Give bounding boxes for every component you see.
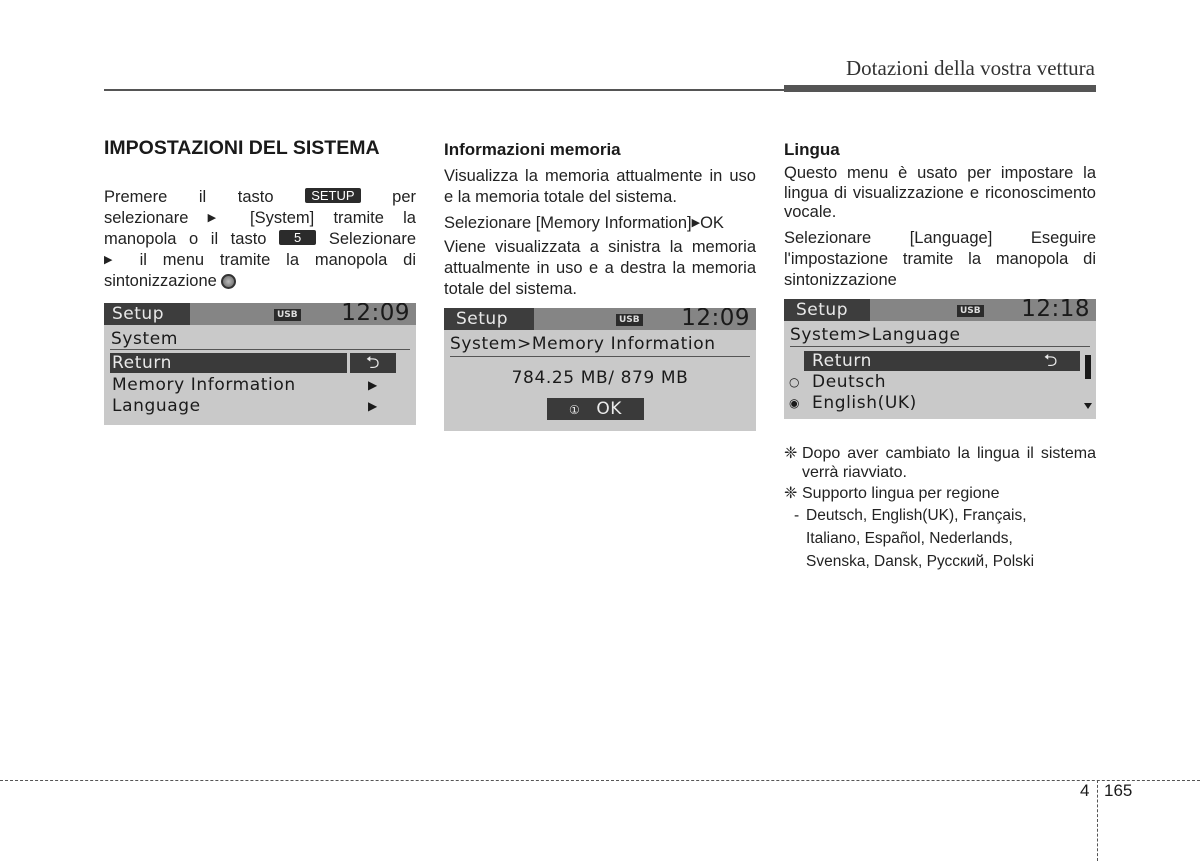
usb-icon: USB bbox=[957, 305, 984, 317]
arrow-right-icon: ▶ bbox=[691, 217, 701, 229]
instruction-line bbox=[444, 213, 756, 234]
menu-item-deutsch[interactable]: Deutsch bbox=[812, 372, 887, 392]
usb-icon: USB bbox=[274, 309, 301, 321]
screen-clock: 12:09 bbox=[341, 303, 410, 326]
screen-clock: 12:18 bbox=[1021, 299, 1090, 322]
instruction-line-4 bbox=[104, 250, 416, 271]
screen-path: System>Memory Information bbox=[450, 334, 716, 354]
paragraph: Questo menu è usato per impostare la lingua di visualizzazione e riconoscimento vocale. bbox=[784, 164, 1096, 221]
arrow-right-icon: ▶ bbox=[207, 212, 231, 224]
note-text: Supporto lingua per regione bbox=[802, 485, 1000, 502]
return-icon[interactable]: ⮌ bbox=[350, 353, 396, 373]
col3-body bbox=[784, 164, 1096, 291]
text-fragment: OK bbox=[700, 214, 724, 232]
paragraph: Selezionare [Language] Eseguire l'impostazione tramite la manopola di sintonizzazione bbox=[784, 228, 1096, 289]
menu-item-language[interactable]: Language bbox=[112, 396, 201, 416]
screen-title: Setup bbox=[784, 299, 870, 321]
radio-unselected-icon: ○ bbox=[789, 375, 801, 389]
menu-item-english-uk[interactable]: English(UK) bbox=[812, 393, 917, 413]
text-fragment: manopola o il tasto bbox=[104, 230, 267, 248]
menu-item-return[interactable] bbox=[110, 353, 347, 373]
return-icon: ⮌ bbox=[1043, 351, 1058, 371]
language-list-text: Deutsch, English(UK), Français, bbox=[806, 507, 1027, 524]
header-rule bbox=[104, 89, 784, 91]
screen-title: Setup bbox=[104, 303, 190, 325]
menu-item-label: Return bbox=[112, 353, 173, 373]
instruction-line-1 bbox=[104, 187, 416, 208]
header-bar bbox=[784, 85, 1096, 92]
arrow-right-icon: ▶ bbox=[104, 254, 124, 266]
col1-body bbox=[104, 187, 416, 292]
text-fragment: [System] tramite la bbox=[250, 209, 416, 227]
paragraph: Viene visualizzata a sinistra la memoria attualmente in uso e a destra la memoria totale del sistema. bbox=[444, 238, 756, 298]
screen-divider bbox=[110, 349, 410, 350]
text-fragment: per bbox=[392, 188, 416, 206]
footer-divider bbox=[1097, 780, 1098, 861]
section-memory-info bbox=[444, 139, 756, 160]
menu-item-return[interactable] bbox=[804, 351, 1080, 371]
instruction-line-3 bbox=[104, 229, 416, 250]
page-number: 165 bbox=[1104, 781, 1133, 800]
note-mark-icon: ❈ bbox=[784, 485, 798, 502]
section-heading: Lingua bbox=[784, 140, 840, 159]
scrollbar[interactable] bbox=[1084, 353, 1092, 409]
language-list-line: Svenska, Dansk, Русский, Polski bbox=[806, 553, 1035, 570]
scrollbar-thumb[interactable] bbox=[1085, 355, 1091, 379]
screen-memory-information bbox=[444, 308, 756, 431]
screen-title: Setup bbox=[444, 308, 534, 330]
screen-divider bbox=[790, 346, 1090, 347]
text-fragment: sintonizzazione bbox=[104, 272, 217, 290]
ok-label: OK bbox=[596, 399, 623, 419]
dash: - bbox=[794, 507, 800, 524]
screen-language bbox=[784, 299, 1096, 419]
notes bbox=[784, 444, 1096, 573]
language-list-line: Italiano, Español, Nederlands, bbox=[806, 530, 1013, 547]
usb-icon: USB bbox=[616, 314, 643, 326]
note-mark-icon: ❈ bbox=[784, 445, 798, 462]
screen-clock: 12:09 bbox=[681, 308, 750, 331]
note-text: Dopo aver cambiato la lingua il sistema verrà riavviato. bbox=[802, 445, 1096, 481]
menu-item-label: Return bbox=[812, 351, 873, 371]
ok-button[interactable] bbox=[547, 398, 644, 420]
radio-selected-icon: ◉ bbox=[789, 396, 801, 410]
key-5-tag: 5 bbox=[279, 230, 316, 245]
screen-divider bbox=[450, 356, 750, 357]
section-heading: IMPOSTAZIONI DEL SISTEMA bbox=[104, 137, 380, 159]
note-item bbox=[784, 484, 1096, 503]
instruction-line-2 bbox=[104, 208, 416, 229]
running-header: Dotazioni della vostra vettura bbox=[846, 56, 1095, 80]
text-fragment: Selezionare bbox=[328, 230, 416, 248]
chapter-number: 4 bbox=[1080, 781, 1090, 800]
scroll-down-icon bbox=[1084, 403, 1092, 409]
memory-value: 784.25 MB/ 879 MB bbox=[511, 368, 689, 388]
ok-number-icon: ① bbox=[568, 403, 581, 417]
menu-item-memory-information[interactable]: Memory Information bbox=[112, 375, 296, 395]
instruction-line-5 bbox=[104, 271, 416, 292]
paragraph: Visualizza la memoria attualmente in uso e la memoria totale del sistema. bbox=[444, 167, 756, 206]
note-item bbox=[784, 444, 1096, 482]
section-heading: Informazioni memoria bbox=[444, 140, 621, 159]
language-list-line bbox=[784, 504, 1096, 527]
screen-path: System>Language bbox=[790, 325, 961, 345]
tune-knob-icon bbox=[221, 274, 236, 289]
arrow-right-icon: ▶ bbox=[368, 399, 378, 413]
setup-key-tag: SETUP bbox=[305, 188, 360, 203]
text-fragment: selezionare bbox=[104, 209, 189, 227]
section-system-settings bbox=[104, 138, 416, 159]
text-fragment: Premere il tasto bbox=[104, 188, 274, 206]
arrow-right-icon: ▶ bbox=[368, 378, 378, 392]
section-language bbox=[784, 139, 1096, 160]
screen-path: System bbox=[111, 329, 178, 349]
col2-body bbox=[444, 166, 756, 300]
footer-rule bbox=[0, 780, 1200, 781]
text-fragment: il menu tramite la manopola di bbox=[139, 251, 417, 269]
text-fragment: Selezionare [Memory Information] bbox=[444, 214, 692, 232]
screen-system-menu bbox=[104, 303, 416, 425]
